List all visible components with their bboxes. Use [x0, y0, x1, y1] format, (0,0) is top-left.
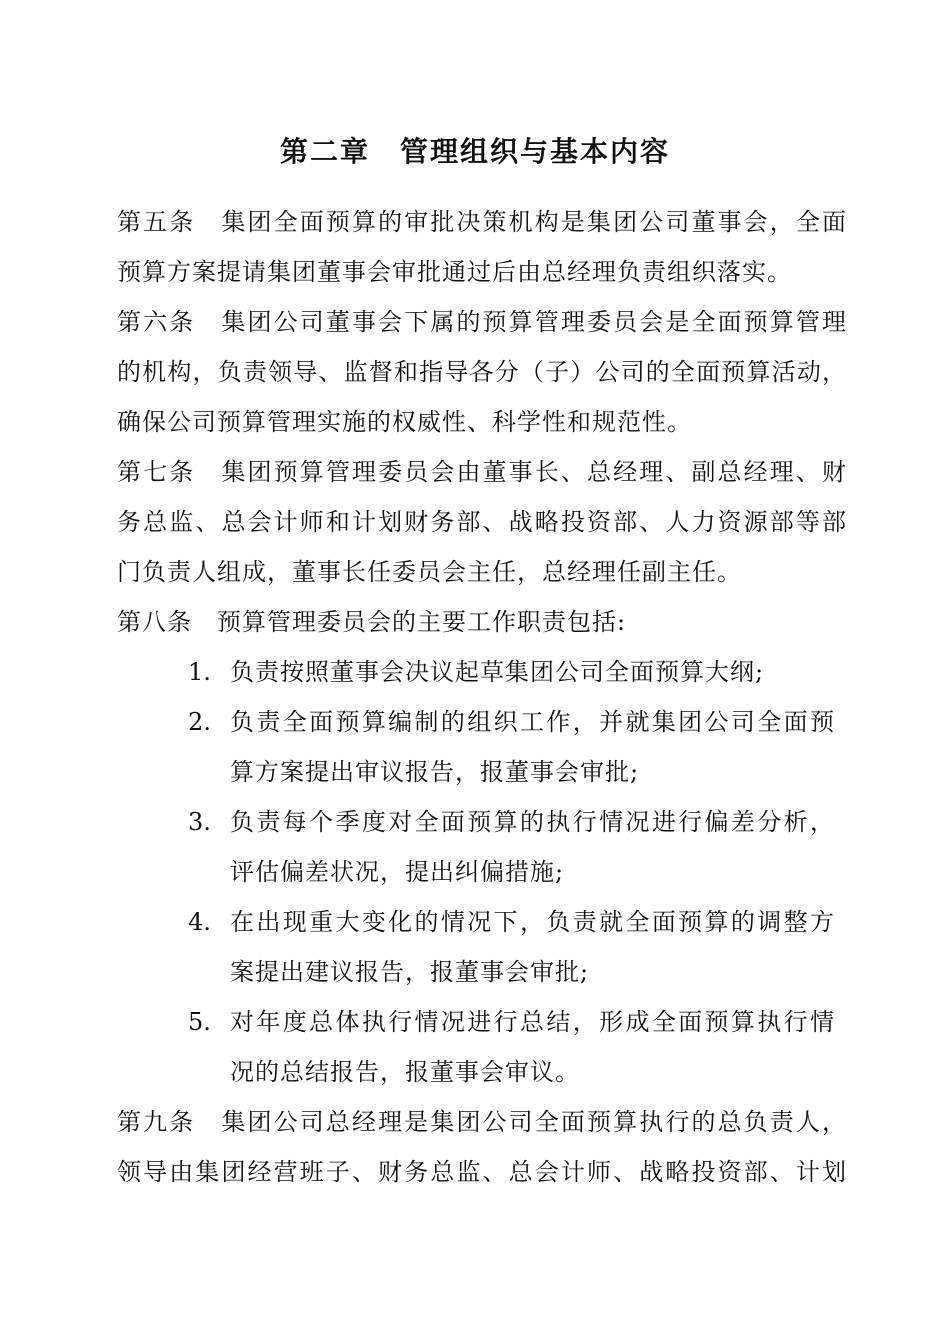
list-item-text: 在出现重大变化的情况下，负责就全面预算的调整方 [230, 908, 835, 936]
article-6-line-2: 的机构，负责领导、监督和指导各分（子）公司的全面预算活动， [117, 358, 847, 386]
list-item-number: 1. [188, 658, 211, 686]
article-6-line-1: 第六条 集团公司董事会下属的预算管理委员会是全面预算管理 [117, 308, 847, 336]
article-5-line-2: 预算方案提请集团董事会审批通过后由总经理负责组织落实。 [117, 258, 792, 286]
list-item-text: 负责全面预算编制的组织工作，并就集团公司全面预 [230, 708, 835, 736]
list-item-text-continued: 评估偏差状况，提出纠偏措施; [230, 858, 565, 886]
list-item-text-continued: 算方案提出审议报告，报董事会审批; [230, 758, 640, 786]
list-item-text-continued: 况的总结报告，报董事会审议。 [230, 1058, 580, 1086]
list-item-number: 2. [188, 708, 211, 736]
list-item-number: 5. [188, 1008, 211, 1036]
list-item-text: 负责每个季度对全面预算的执行情况进行偏差分析， [230, 808, 835, 836]
article-7-line-2: 务总监、总会计师和计划财务部、战略投资部、人力资源部等部 [117, 508, 847, 536]
list-item-text-continued: 案提出建议报告，报董事会审批; [230, 958, 590, 986]
article-5-line-1: 第五条 集团全面预算的审批决策机构是集团公司董事会，全面 [117, 208, 847, 236]
article-6-line-3: 确保公司预算管理实施的权威性、科学性和规范性。 [117, 408, 692, 436]
article-9-line-1: 第九条 集团公司总经理是集团公司全面预算执行的总负责人， [117, 1108, 847, 1136]
chapter-title: 第二章 管理组织与基本内容 [279, 135, 670, 168]
article-9-line-2: 领导由集团经营班子、财务总监、总会计师、战略投资部、计划 [117, 1158, 847, 1186]
list-item-text: 对年度总体执行情况进行总结，形成全面预算执行情 [230, 1008, 835, 1036]
list-item-text: 负责按照董事会决议起草集团公司全面预算大纲; [230, 658, 765, 686]
list-item-number: 4. [188, 908, 211, 936]
article-7-line-1: 第七条 集团预算管理委员会由董事长、总经理、副总经理、财 [117, 458, 847, 486]
article-7-line-3: 门负责人组成，董事长任委员会主任，总经理任副主任。 [117, 558, 742, 586]
article-8-line-1: 第八条 预算管理委员会的主要工作职责包括: [117, 608, 627, 636]
list-item-number: 3. [188, 808, 211, 836]
